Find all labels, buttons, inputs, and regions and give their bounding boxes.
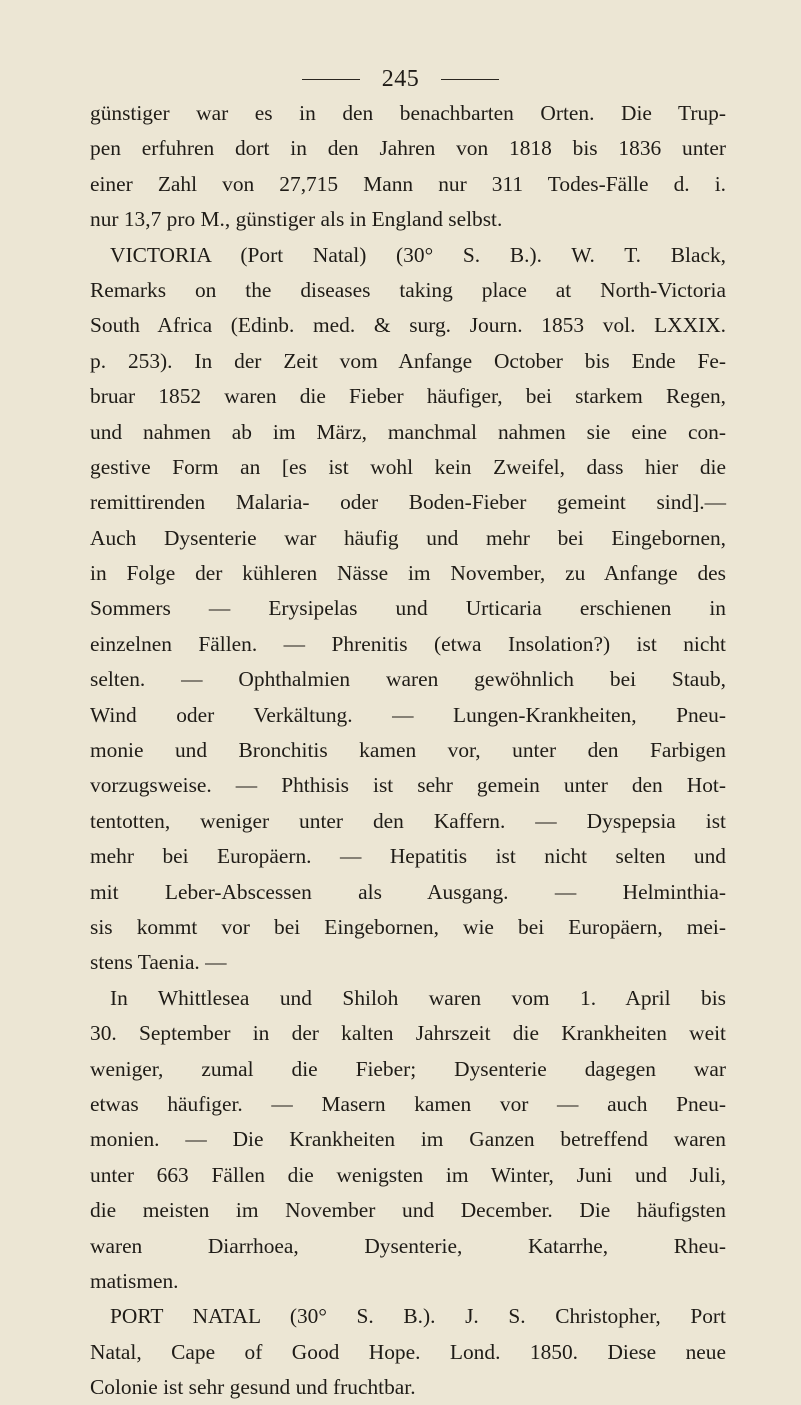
text-line: waren Diarrhoea, Dysenterie, Katarrhe, Rheu- — [90, 1233, 726, 1258]
text-line: matismen. — [90, 1268, 179, 1293]
text-line: Auch Dysenterie war häufig und mehr bei Eingebornen, — [90, 525, 726, 550]
text-line: in Folge der kühleren Nässe im November, zu Anfange des — [90, 561, 726, 586]
text-line: remittirenden Malaria- oder Boden-Fieber gemeint sind].— — [90, 490, 726, 515]
text-line: einzelnen Fällen. — Phrenitis (etwa Insolation?) ist nicht — [90, 631, 726, 656]
text-line: weniger, zumal die Fieber; Dysenterie dagegen war — [90, 1056, 726, 1081]
text-line: monie und Bronchitis kamen vor, unter den Farbigen — [90, 738, 726, 763]
text-line: stens Taenia. — — [90, 950, 227, 975]
text-line: pen erfuhren dort in den Jahren von 1818 bis 1836 unter — [90, 136, 726, 161]
header-rule-right — [441, 79, 499, 80]
text-line: Colonie ist sehr gesund und fruchtbar. — [90, 1375, 416, 1400]
text-line: selten. — Ophthalmien waren gewöhnlich bei Staub, — [90, 667, 726, 692]
text-line: sis kommt vor bei Eingebornen, wie bei Europäern, mei- — [90, 914, 726, 939]
page-body — [90, 96, 726, 1405]
text-line: mit Leber-Abscessen als Ausgang. — Helminthia- — [90, 879, 726, 904]
text-line: gestive Form an [es ist wohl kein Zweifel, dass hier die — [90, 454, 726, 479]
page-number: 245 — [381, 66, 420, 92]
text-line: mehr bei Europäern. — Hepatitis ist nicht selten und — [90, 844, 726, 869]
text-line: In Whittlesea und Shiloh waren vom 1. April bis — [110, 985, 726, 1010]
text-line: Remarks on the diseases taking place at North-Victoria — [90, 277, 726, 302]
text-line: etwas häufiger. — Masern kamen vor — auch Pneu- — [90, 1091, 726, 1116]
text-line: South Africa (Edinb. med. & surg. Journ. 1853 vol. LXXIX. — [90, 313, 726, 338]
text-line: einer Zahl von 27,715 Mann nur 311 Todes-Fälle d. i. — [90, 171, 726, 196]
header-rule-left — [302, 79, 360, 80]
page-header — [0, 66, 801, 93]
text-line: 30. September in der kalten Jahrszeit die Krankheiten weit — [90, 1021, 726, 1046]
text-line: Sommers — Erysipelas und Urticaria erschienen in — [90, 596, 726, 621]
text-line: und nahmen ab im März, manchmal nahmen sie eine con- — [90, 419, 726, 444]
text-line: tentotten, weniger unter den Kaffern. — Dyspepsia ist — [90, 808, 726, 833]
text-line: vorzugsweise. — Phthisis ist sehr gemein unter den Hot- — [90, 773, 726, 798]
text-line: unter 663 Fällen die wenigsten im Winter, Juni und Juli, — [90, 1162, 726, 1187]
text-line: günstiger war es in den benachbarten Orten. Die Trup- — [90, 101, 726, 125]
text-line: p. 253). In der Zeit vom Anfange October bis Ende Fe- — [90, 348, 726, 373]
section-heading-victoria: VICTORIA (Port Natal) (30° S. B.). W. T. Black, — [110, 242, 726, 267]
text-line: nur 13,7 pro M., günstiger als in England selbst. — [90, 207, 503, 232]
section-heading-port-natal: PORT NATAL (30° S. B.). J. S. Christopher, Port — [110, 1304, 726, 1329]
text-line: monien. — Die Krankheiten im Ganzen betreffend waren — [90, 1127, 726, 1152]
text-line: bruar 1852 waren die Fieber häufiger, bei starkem Regen, — [90, 384, 726, 409]
text-line: Wind oder Verkältung. — Lungen-Krankheiten, Pneu- — [90, 702, 726, 727]
text-line: die meisten im November und December. Die häufigsten — [90, 1198, 726, 1223]
text-line: Natal, Cape of Good Hope. Lond. 1850. Diese neue — [90, 1339, 726, 1364]
